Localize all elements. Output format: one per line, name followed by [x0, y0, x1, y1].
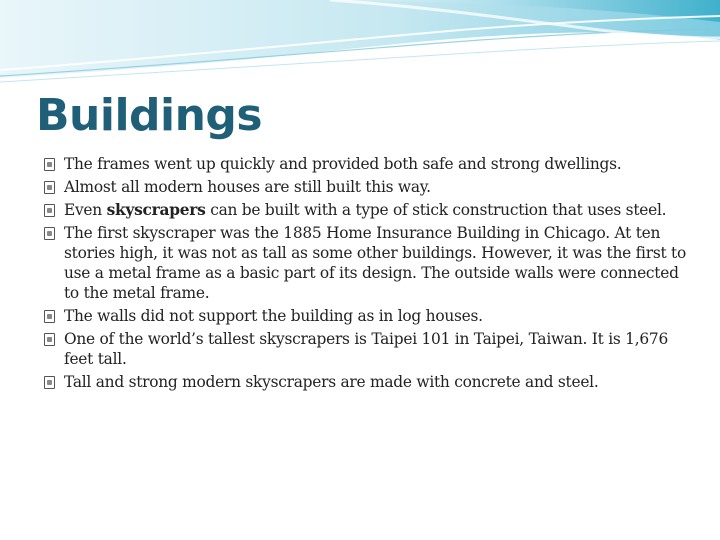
bullet-item [44, 306, 694, 326]
bullet-item [44, 154, 694, 174]
square-bullet-icon [44, 227, 55, 240]
bullet-item [44, 223, 694, 303]
bullet-text-after: can be built with a type of stick construction that uses steel. [205, 201, 667, 219]
bullet-text: The first skyscraper was the 1885 Home Insurance Building in Chicago. At ten stories high, it was not as tall as some other buildings. However, it was the first to use a metal frame as a basic part of its design. The outside walls were connected to the metal frame. [64, 224, 687, 302]
bullet-item [44, 329, 694, 369]
bullet-text-before: Even [64, 201, 107, 219]
header-wave-decoration [0, 0, 720, 90]
square-bullet-icon [44, 310, 55, 323]
bullet-text: Almost all modern houses are still built this way. [64, 178, 431, 196]
bullet-item [44, 372, 694, 392]
bullet-item [44, 177, 694, 197]
bullet-bold-term: skyscrapers [106, 201, 206, 219]
bullet-text: The frames went up quickly and provided both safe and strong dwellings. [64, 155, 622, 173]
bullet-text: Tall and strong modern skyscrapers are made with concrete and steel. [64, 373, 599, 391]
square-bullet-icon [44, 204, 55, 217]
bullet-text: The walls did not support the building as in log houses. [64, 307, 483, 325]
square-bullet-icon [44, 181, 55, 194]
square-bullet-icon [44, 376, 55, 389]
bullet-item [44, 200, 694, 220]
square-bullet-icon [44, 158, 55, 171]
slide-title: Buildings [36, 90, 263, 141]
bullet-list [44, 154, 694, 395]
bullet-text: One of the world’s tallest skyscrapers is Taipei 101 in Taipei, Taiwan. It is 1,676 feet tall. [64, 330, 668, 368]
square-bullet-icon [44, 333, 55, 346]
